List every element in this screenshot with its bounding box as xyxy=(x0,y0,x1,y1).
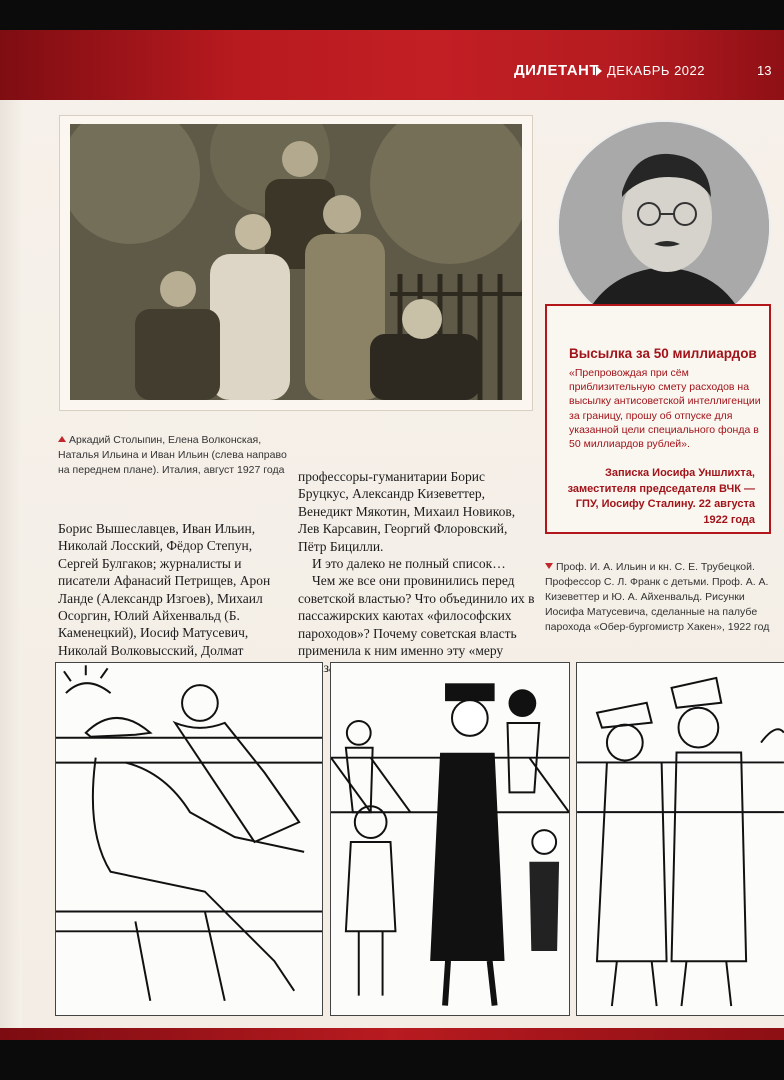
drawing-ilyin-trubetskoy xyxy=(55,662,323,1016)
column1-text: Борис Вышеславцев, Иван Ильин, Николай Лосский, Фёдор Степун, Сергей Булгаков; журналисты и писатели Афанасий Петрищев, Арон Ланде (Александр Изгоев), Михаил Осоргин, Юлий Айхенвальд (Б. Каменецкий), Иосиф Матусевич, Николай Волковысский, Долмат xyxy=(58,521,271,658)
arrow-right-icon xyxy=(596,66,602,76)
sidebar-signature: Записка Иосифа Уншлихта, заместителя председателя ВЧК — ГПУ, Иосифу Сталину. 22 августа 1922 года xyxy=(567,467,755,526)
group-photo xyxy=(60,116,532,410)
drawing-frank-children xyxy=(330,662,570,1016)
column2-paragraph-2: И это далеко не полный список… xyxy=(312,556,506,572)
article-column-1 xyxy=(58,520,290,677)
page-edge xyxy=(0,30,22,1040)
photo-caption-text: Аркадий Столыпин, Елена Волконская, Наталья Ильина и Иван Ильин (слева направо на переднем плане). Италия, август 1927 года xyxy=(58,434,287,476)
drawing-kizevetter-aikhenvald xyxy=(576,662,784,1016)
footer-bar xyxy=(0,1028,784,1040)
drawings-caption-text: Проф. И. А. Ильин и кн. С. Е. Трубецкой. Профессор С. Л. Франк с детьми. Проф. А. А. Кизеветтер и Ю. А. Айхенвальд. Рисунки Иосифа Матусевича, сделанные на палубе парохода «Обер-бургомистр Хакен», 1922 год xyxy=(545,561,770,633)
sidebar-title: Высылка за 50 миллиардов xyxy=(569,346,757,361)
unshlikht-portrait xyxy=(559,122,769,332)
magazine-brand: ДИЛЕТАНТ xyxy=(514,62,600,79)
magazine-page xyxy=(0,30,784,1040)
sidebar-quote: «Препровождая при сём приблизительную смету расходов на высылку антисоветской интеллигенции за границу, прошу об отпуске для указанной цели специального фонда в 50 миллиардов рублей». xyxy=(569,367,761,451)
page-header xyxy=(0,30,784,100)
page-number: 13 xyxy=(757,63,772,78)
drawings-caption xyxy=(545,560,775,635)
article-column-2 xyxy=(298,468,536,677)
column2-paragraph-3: Чем же все они провинились перед советской властью? Что объединило их в пассажирских каютах «философских пароходов»? Почему советская власть применила к ним именно эту «меру xyxy=(298,573,535,659)
triangle-up-icon xyxy=(58,436,66,442)
photo-caption xyxy=(58,433,290,478)
column2-paragraph-1: профессоры-гуманитарии Борис Бруцкус, Александр Кизеветтер, Венедикт Мякотин, Михаил Новиков, Лев Карсавин, Георгий Флоровский, Пётр Бицилли. xyxy=(298,469,516,554)
group-photo-image xyxy=(70,124,522,400)
issue-date: ДЕКАБРЬ 2022 xyxy=(607,63,705,78)
quote-sidebar xyxy=(545,304,771,534)
triangle-down-icon xyxy=(545,563,553,569)
